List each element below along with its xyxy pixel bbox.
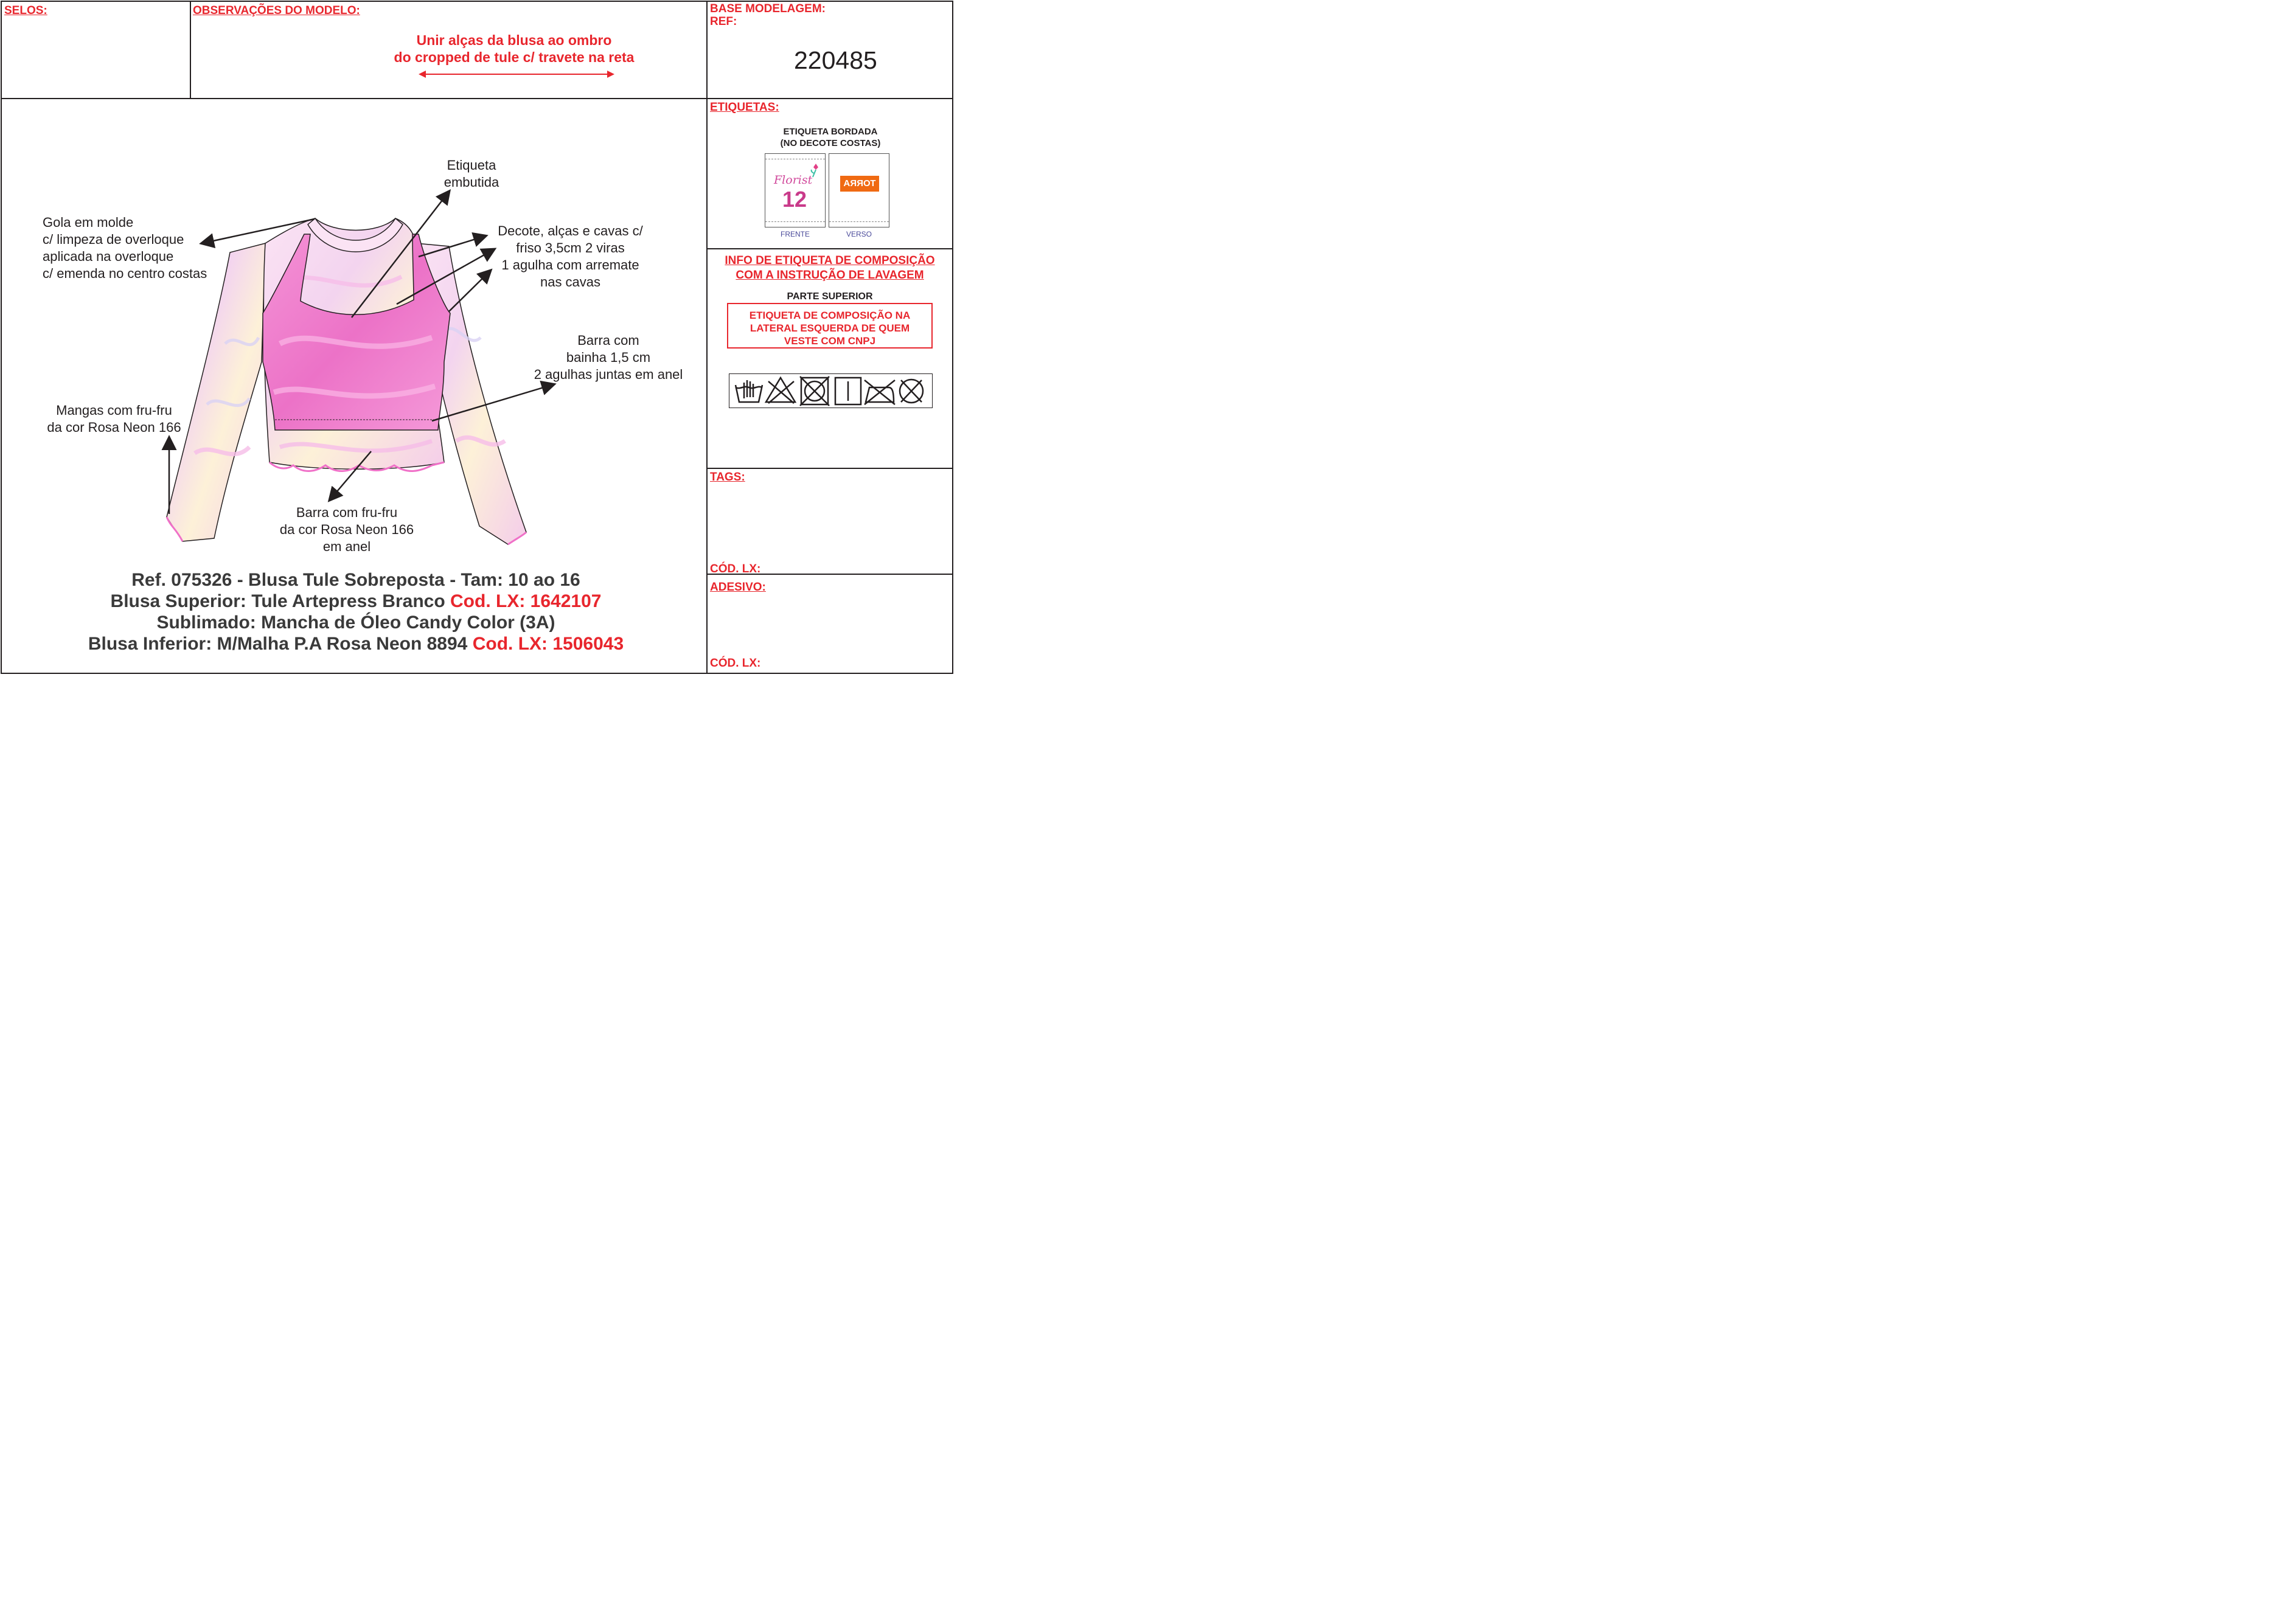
tags-label: TAGS: xyxy=(710,471,745,484)
annotation-line: c/ limpeza de overloque xyxy=(43,232,184,247)
cod-lx-label-tags: CÓD. LX: xyxy=(710,563,761,575)
label-front xyxy=(765,153,826,227)
annotation-decote xyxy=(481,223,660,291)
product-description xyxy=(37,569,675,654)
composicao-line: VESTE COM CNPJ xyxy=(784,335,876,347)
ref-number: 220485 xyxy=(794,46,877,74)
observacao-line-2: do cropped de tule c/ travete na reta xyxy=(394,49,635,65)
care-symbols xyxy=(729,373,933,408)
description-text: Blusa Superior: Tule Artepress Branco xyxy=(110,591,451,611)
annotation-line: embutida xyxy=(444,175,499,190)
annotation-barra-frufru xyxy=(262,504,432,555)
composicao-box xyxy=(727,303,933,349)
cod-lx-label-adesivo: CÓD. LX: xyxy=(710,657,761,670)
description-code: Cod. LX: 1642107 xyxy=(450,591,602,611)
description-line-3: Sublimado: Mancha de Óleo Candy Color (3A) xyxy=(156,612,555,633)
annotation-line: 1 agulha com arremate xyxy=(501,257,639,272)
no-tumble-dry-icon xyxy=(800,377,829,406)
ref-label: REF: xyxy=(710,15,737,28)
etiqueta-bordada-line: ETIQUETA BORDADA xyxy=(783,127,878,137)
info-etiqueta-heading xyxy=(709,254,950,283)
info-line: INFO DE ETIQUETA DE COMPOSIÇÃO xyxy=(725,254,935,267)
line-dry-icon xyxy=(835,378,861,404)
no-bleach-icon xyxy=(766,378,795,403)
annotation-line: Barra com xyxy=(577,333,639,348)
annotation-line: Mangas com fru-fru xyxy=(56,403,172,418)
annotation-line: em anel xyxy=(322,539,371,554)
annotation-mangas xyxy=(33,402,195,436)
annotation-etiqueta xyxy=(420,157,523,191)
description-line-4 xyxy=(37,633,675,654)
no-dry-clean-icon xyxy=(900,380,923,403)
etiqueta-bordada-line: (NO DECOTE COSTAS) xyxy=(780,138,881,148)
composicao-line: LATERAL ESQUERDA DE QUEM xyxy=(750,322,910,334)
verso-caption: VERSO xyxy=(846,230,872,238)
tulip-icon xyxy=(809,162,823,178)
annotation-line: Gola em molde xyxy=(43,215,134,230)
annotation-line: aplicada na overloque xyxy=(43,249,174,264)
annotation-line: friso 3,5cm 2 viras xyxy=(516,240,625,255)
description-line-1: Ref. 075326 - Blusa Tule Sobreposta - Tam: 10 ao 16 xyxy=(131,570,580,590)
annotation-line: bainha 1,5 cm xyxy=(566,350,651,365)
label-front-brand: Florist xyxy=(774,173,813,187)
annotation-line: nas cavas xyxy=(540,274,601,290)
label-back xyxy=(829,153,889,227)
annotation-line: Barra com fru-fru xyxy=(296,505,398,520)
label-back-brand: TORRA xyxy=(840,176,879,192)
annotation-barra-bainha xyxy=(520,332,697,383)
annotation-line: Decote, alças e cavas c/ xyxy=(498,223,643,238)
observacao-line-1: Unir alças da blusa ao ombro xyxy=(416,32,612,48)
parte-superior: PARTE SUPERIOR xyxy=(787,291,873,302)
etiquetas-label: ETIQUETAS: xyxy=(710,101,779,114)
observacoes-label: OBSERVAÇÕES DO MODELO: xyxy=(193,4,360,17)
info-line: COM A INSTRUÇÃO DE LAVAGEM xyxy=(736,269,924,282)
description-code: Cod. LX: 1506043 xyxy=(472,634,624,654)
annotation-line: 2 agulhas juntas em anel xyxy=(534,367,683,382)
hand-wash-icon xyxy=(736,380,762,402)
label-front-number: 12 xyxy=(782,187,807,212)
description-text: Blusa Inferior: M/Malha P.A Rosa Neon 8894 xyxy=(88,634,473,654)
base-modelagem-label: BASE MODELAGEM: xyxy=(710,2,826,15)
adesivo-label: ADESIVO: xyxy=(710,581,766,594)
description-line-2 xyxy=(37,591,675,612)
annotation-line: da cor Rosa Neon 166 xyxy=(279,522,414,537)
composicao-line: ETIQUETA DE COMPOSIÇÃO NA xyxy=(749,310,911,321)
no-iron-icon xyxy=(864,380,895,404)
annotation-line: c/ emenda no centro costas xyxy=(43,266,207,281)
annotation-line: Etiqueta xyxy=(447,158,496,173)
annotation-line: da cor Rosa Neon 166 xyxy=(47,420,181,435)
etiqueta-bordada xyxy=(754,126,906,149)
annotation-gola xyxy=(43,214,207,282)
frente-caption: FRENTE xyxy=(781,230,810,238)
selos-label: SELOS: xyxy=(4,4,47,17)
